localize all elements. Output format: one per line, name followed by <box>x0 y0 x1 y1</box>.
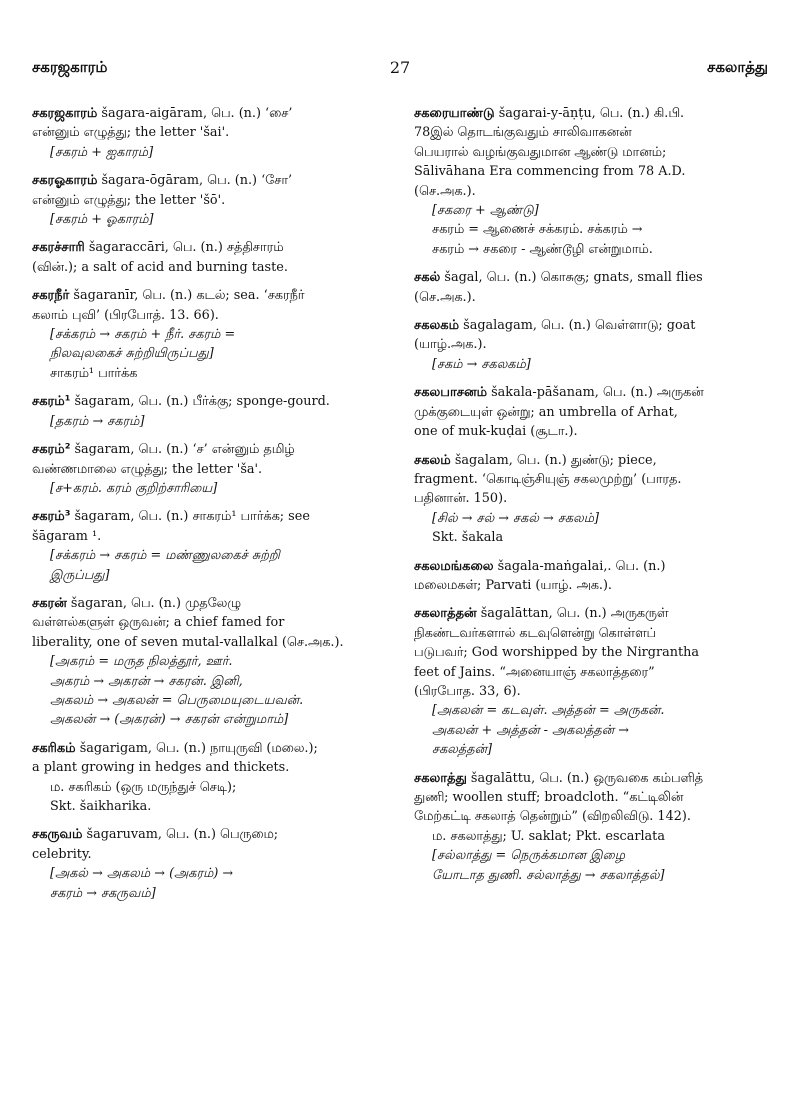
entry-line: மேற்கட்டி சகலாத் தென்றும்” (விறலிவிடு. 142). <box>414 809 691 825</box>
headword: சகலாத்தன் <box>414 606 477 622</box>
entry-line: Skt. šakala <box>432 530 504 546</box>
entry-line: நிலவுலகைச் சுற்றியிருப்பது] <box>50 346 214 362</box>
entry-line: சகரம் → சகரை - ஆண்டூழி என்றுமாம். <box>432 241 653 257</box>
entry-line: அகலம் → அகலன் = பெருமையுடையவன். <box>50 692 304 708</box>
entry-headline <box>414 451 774 470</box>
entry-headline <box>414 557 774 576</box>
headword: சகரநீர் <box>32 288 70 304</box>
entry-line: Sālivāhana Era commencing from 78 A.D. <box>414 164 686 180</box>
entry-line: மலைமகள்; Parvati (யாழ். அக.). <box>414 577 613 593</box>
dictionary-entry <box>414 268 774 307</box>
entry-line: feet of Jains. “அனையாஞ் சகலாத்தரை” <box>414 664 655 680</box>
entry-line: [அகலன் = கடவுள். அத்தன் = அருகன். <box>432 703 665 719</box>
entry-line: வண்ணமாலை எழுத்து; the letter 'ša'. <box>32 461 263 477</box>
entry-line: one of muk-kuḍai (சூடா.). <box>414 424 578 440</box>
entry-line: (பிரபோத. 33, 6). <box>414 683 521 699</box>
right-column <box>414 104 774 894</box>
header-right-guideword: சகலாத்து <box>707 58 768 76</box>
headline-rest: šagarai-y-āṇṭu, பெ. (n.) கி.பி. <box>494 106 685 121</box>
headline-rest: šagalagam, பெ. (n.) வெள்ளாடு; goat <box>459 318 696 334</box>
headword: சகல் <box>414 270 441 286</box>
headword: சகரம்¹ <box>32 394 71 410</box>
entry-line: a plant growing in hedges and thickets. <box>32 760 290 776</box>
entry-headline <box>414 104 774 123</box>
entry-line: யோடாத துணி. சல்லாத்து → சகலாத்தல்] <box>432 867 665 883</box>
entry-headline <box>414 604 774 623</box>
headword: சகலம் <box>414 452 451 468</box>
entry-headline <box>32 392 388 411</box>
headword: சகலபாசனம் <box>414 385 488 401</box>
dictionary-entry <box>32 104 388 162</box>
entry-line: படுபவர்; God worshipped by the Nirgrantha <box>414 645 699 661</box>
entry-line: என்னும் எழுத்து; the letter 'šō'. <box>32 192 226 208</box>
entry-headline <box>32 171 388 190</box>
headline-rest: šagalam, பெ. (n.) துண்டு; piece, <box>450 452 657 468</box>
entry-line: (செ.அக.). <box>414 183 476 199</box>
entry-headline <box>32 286 388 305</box>
dictionary-entry <box>32 594 388 730</box>
headword: சகலாத்து <box>414 770 467 786</box>
entry-line: அகலன் + அத்தன் - அகலத்தன் → <box>432 722 629 738</box>
headword: சகரிகம் <box>32 740 76 756</box>
header-left-guideword: சகரஜகாரம் <box>32 58 108 76</box>
entry-headline <box>32 104 388 123</box>
entry-line: [சக்கரம் → சகரம் = மண்ணுலகைச் சுற்றி <box>50 548 280 564</box>
headline-rest: šagaraccāri, பெ. (n.) சத்திசாரம் <box>84 240 284 256</box>
headword: சகருவம் <box>32 827 83 843</box>
dictionary-entry <box>32 238 388 277</box>
entry-line: 78இல் தொடங்குவதும் சாலிவாகனன் <box>414 125 632 141</box>
dictionary-entry <box>32 171 388 229</box>
entry-line: [தகரம் → சகரம்] <box>50 413 145 429</box>
headword: சகலகம் <box>414 318 460 334</box>
entry-line: (யாழ்.அக.). <box>414 337 487 353</box>
entry-line: [ச+கரம். கரம் குறிற்சாரியை] <box>50 480 218 496</box>
entry-line: அகரம் → அகரன் → சகரன். இனி, <box>50 673 243 689</box>
entry-line: துணி; woollen stuff; broadcloth. “கட்டிலின் <box>414 790 684 805</box>
dictionary-entry <box>414 557 774 596</box>
dictionary-entry <box>414 383 774 441</box>
entry-line: Skt. šaikharika. <box>50 799 152 814</box>
entry-headline <box>32 440 388 459</box>
headline-rest: šagalāttu, பெ. (n.) ஒருவகை கம்பளித் <box>466 770 703 786</box>
entry-headline <box>414 268 774 287</box>
entry-line: [சக்கரம் → சகரம் + நீர். சகரம் = <box>50 327 236 343</box>
dictionary-entry <box>414 604 774 759</box>
entry-line: (செ.அக.). <box>414 289 476 305</box>
entry-line: பதினான். 150). <box>414 491 508 507</box>
headline-rest: šagal, பெ. (n.) கொசுகு; gnats, small flies <box>440 270 703 286</box>
entry-line: [அகல் → அகலம் → (அகரம்) → <box>50 866 234 882</box>
entry-line: [அகரம் = மருத நிலத்தூர், ஊர். <box>50 654 233 670</box>
page-header <box>32 58 768 86</box>
dictionary-entry <box>32 286 388 383</box>
headline-rest: šagaruvam, பெ. (n.) பெருமை; <box>82 827 279 843</box>
entry-line: சகரம் = ஆணைச் சக்கரம். சக்கரம் → <box>432 222 643 238</box>
headline-rest: šagara-aigāram, பெ. (n.) ‘சை’ <box>97 106 293 121</box>
entry-line: liberality, one of seven mutal-vallalkal (செ.அக.). <box>32 634 344 650</box>
dictionary-entry <box>414 316 774 374</box>
entry-headline <box>32 825 388 844</box>
headline-rest: šagalāttan, பெ. (n.) அருகருள் <box>476 606 669 622</box>
entry-headline <box>32 238 388 257</box>
entry-line: பெயரால் வழங்குவதுமான ஆண்டு மானம்; <box>414 144 667 160</box>
headline-rest: šagala-maṅgalai,. பெ. (n.) <box>493 558 666 574</box>
dictionary-entry <box>32 392 388 431</box>
left-column <box>32 104 388 912</box>
entry-line: நிகண்டவர்களால் கடவுளென்று கொள்ளப் <box>414 625 657 641</box>
headline-rest: šagaram, பெ. (n.) ‘ச’ என்னும் தமிழ் <box>70 442 295 458</box>
entry-line: முக்குடையுள் ஒன்று; an umbrella of Arhat, <box>414 404 678 420</box>
entry-line: இருப்பது] <box>50 567 110 583</box>
headword: சகலமங்கலை <box>414 558 494 574</box>
entry-line: [சில் → சல் → சகல் → சகலம்] <box>432 510 599 526</box>
headline-rest: šagaran, பெ. (n.) முதலேழு <box>66 595 241 611</box>
entry-headline <box>414 383 774 402</box>
headline-rest: šagarigam, பெ. (n.) நாயுருவி (மலை.); <box>75 740 318 756</box>
entry-line: [சகரம் + ஓகாரம்] <box>50 212 154 228</box>
entry-line: (வின்.); a salt of acid and burning taste. <box>32 259 288 275</box>
entry-line: வள்ளல்களுள் ஒருவன்; a chief famed for <box>32 615 285 631</box>
entry-headline <box>414 316 774 335</box>
entry-line: [சல்லாத்து = நெருக்கமான இழை <box>432 848 626 864</box>
headline-rest: šagara-ōgāram, பெ. (n.) ‘சோ’ <box>97 173 293 189</box>
headword: சகரஜகாரம் <box>32 106 98 121</box>
headword: சகரம்² <box>32 442 71 458</box>
dictionary-entry <box>414 451 774 548</box>
entry-headline <box>32 507 388 526</box>
entry-line: [சகரை + ஆண்டு] <box>432 203 539 219</box>
entry-line: என்னும் எழுத்து; the letter 'šai'. <box>32 125 230 141</box>
entry-line: ம. சகரிகம் (ஒரு மருந்துச் செடி); <box>50 779 237 795</box>
entry-line: šāgaram ¹. <box>32 528 102 544</box>
headline-rest: šagaranīr, பெ. (n.) கடல்; sea. ‘சகரநீர் <box>69 288 305 304</box>
entry-headline <box>32 739 388 758</box>
dictionary-entry <box>32 507 388 585</box>
dictionary-entry <box>414 769 774 885</box>
headword: சகரச்சாரி <box>32 240 85 256</box>
entry-headline <box>32 594 388 613</box>
headword: சகரன் <box>32 595 67 611</box>
headline-rest: šagaram, பெ. (n.) பீர்க்கு; sponge-gourd. <box>70 394 330 410</box>
entry-line: சகரம் → சகருவம்] <box>50 885 156 901</box>
dictionary-entry <box>32 440 388 498</box>
headline-rest: šagaram, பெ. (n.) சாகரம்¹ பார்க்க; see <box>70 509 310 525</box>
dictionary-entry <box>32 739 388 817</box>
headline-rest: šakala-pāšanam, பெ. (n.) அருகன் <box>487 385 704 401</box>
entry-line: fragment. ‘கொடிஞ்சியுஞ் சகலமுற்று’ (பாரத. <box>414 471 682 487</box>
entry-line: celebrity. <box>32 846 92 862</box>
dictionary-entry <box>32 825 388 903</box>
page-number: 27 <box>389 58 411 77</box>
entry-line: கலாம் புவி’ (பிரபோத். 13. 66). <box>32 307 219 323</box>
entry-line: சகலத்தன்] <box>432 742 492 758</box>
headword: சகரையாண்டு <box>414 106 495 121</box>
headword: சகரம்³ <box>32 509 71 525</box>
entry-line: [சகரம் + ஐகாரம்] <box>50 144 154 160</box>
entry-line: ம. சகலாத்து; U. saklat; Pkt. escarlata <box>432 828 665 844</box>
entry-headline <box>414 769 774 788</box>
dictionary-entry <box>414 104 774 259</box>
entry-line: [சகம் → சகலகம்] <box>432 356 531 372</box>
headword: சகரஓகாரம் <box>32 173 98 189</box>
entry-line: அகலன் → (அகரன்) → சகரன் என்றுமாம்] <box>50 712 289 728</box>
entry-line: சாகரம்¹ பார்க்க <box>50 365 138 381</box>
